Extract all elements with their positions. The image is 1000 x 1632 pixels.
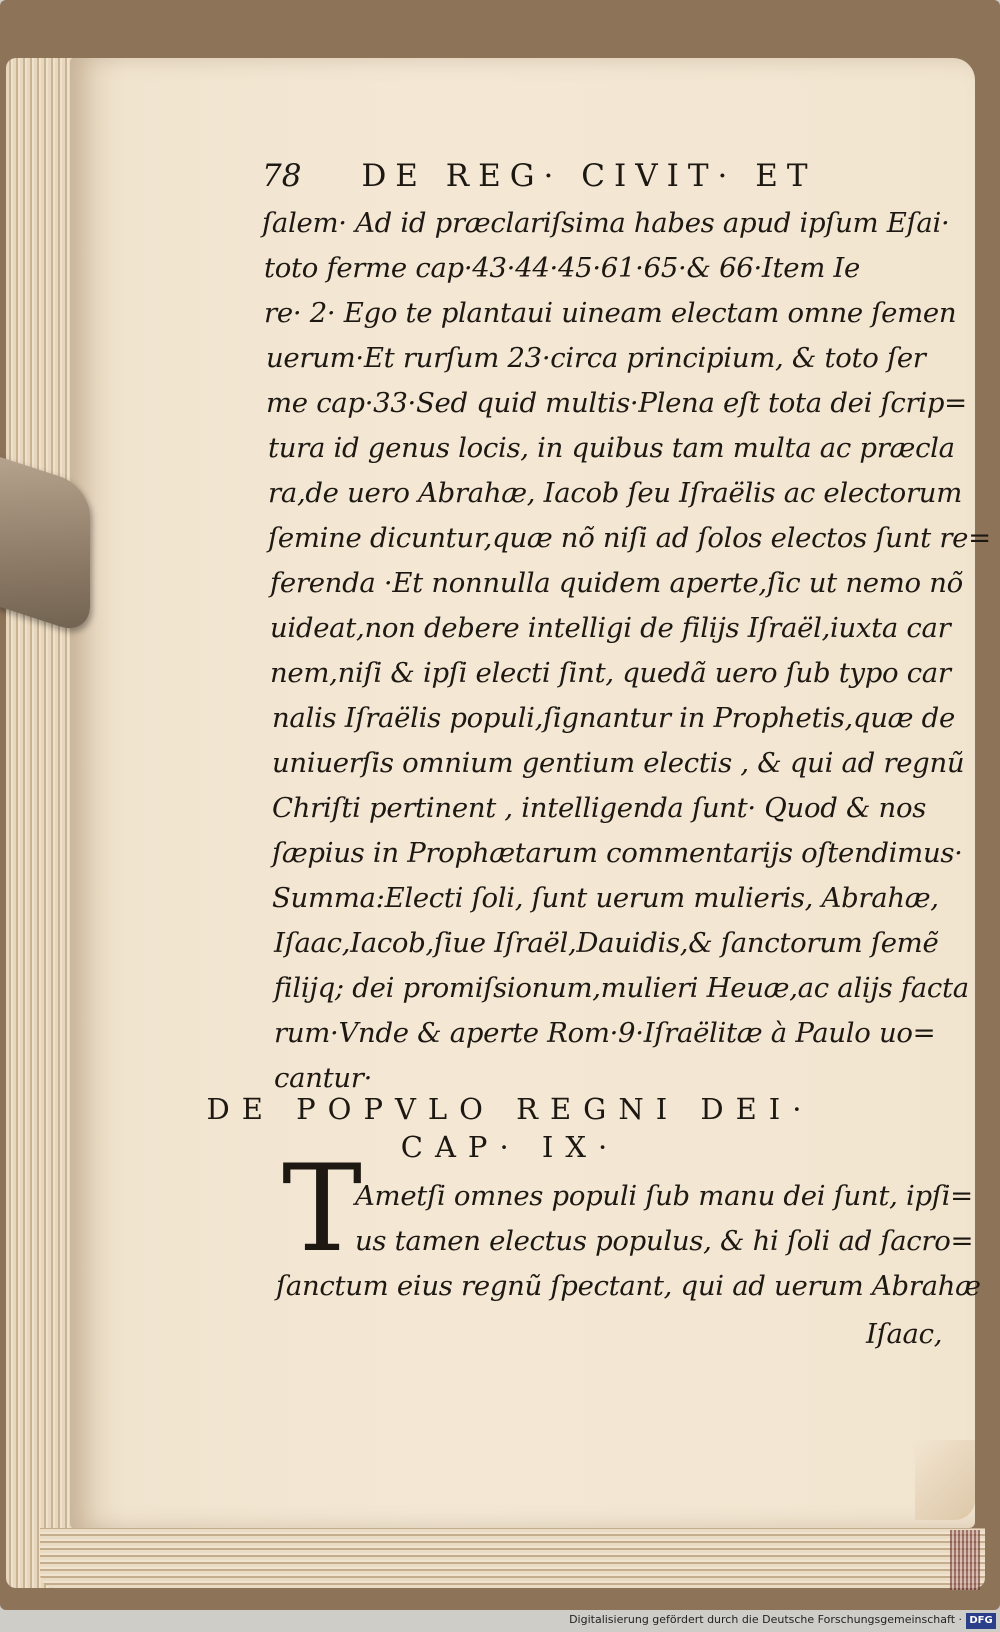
chapter-title: DE POPVLO REGNI DEI· bbox=[206, 1092, 814, 1126]
text-line: ferenda ·Et nonnulla quidem aperte,ſic ut nemo nõ bbox=[270, 567, 963, 599]
text-line: Chriſti pertinent , intelligenda ſunt· Quod & nos bbox=[272, 792, 927, 824]
text-line: nem,niſi & ipſi electi ſint, quedã uero ſub typo car bbox=[270, 657, 951, 689]
text-line: nalis Iſraëlis populi,ſignantur in Prophetis,quæ de bbox=[272, 702, 955, 734]
text-line: Iſaac,Iacob,ſiue Iſraël,Dauidis,& ſanctorum ſemẽ bbox=[274, 927, 939, 959]
text-line: ſanctum eius regnũ ſpectant, qui ad uerum Abrahæ bbox=[276, 1270, 981, 1302]
running-header bbox=[262, 158, 882, 194]
edge-stain bbox=[950, 1530, 980, 1590]
text-line: Ametſi omnes populi ſub manu dei ſunt, ipſi= bbox=[355, 1180, 973, 1212]
catchword: Iſaac, bbox=[866, 1318, 943, 1350]
drop-capital: T bbox=[282, 1140, 363, 1279]
text-line: ſæpius in Prophætarum commentarijs oſtendimus· bbox=[272, 837, 963, 869]
text-line: filijq; dei promiſsionum,mulieri Heuæ,ac alijs facta bbox=[274, 972, 969, 1004]
text-line: ſemine dicuntur,quæ nõ niſi ad ſolos electos ſunt re= bbox=[268, 522, 991, 554]
text-line: uniuerſis omnium gentium electis , & qui ad regnũ bbox=[272, 747, 965, 779]
text-line: ra,de uero Abrahæ, Iacob ſeu Iſraëlis ac electorum bbox=[268, 477, 962, 509]
dfg-logo: DFG bbox=[966, 1613, 996, 1629]
text-line: uerum·Et rurſum 23·circa principium, & toto ſer bbox=[266, 342, 926, 374]
chapter-number: CAP· IX· bbox=[400, 1130, 620, 1164]
digitization-credit: Digitalisierung gefördert durch die Deutsche Forschungsgemeinschaft · bbox=[569, 1613, 962, 1626]
page-number: 78 bbox=[262, 158, 302, 194]
text-line: us tamen electus populus, & hi ſoli ad ſacro= bbox=[355, 1225, 974, 1257]
text-line: rum·Vnde & aperte Rom·9·Iſraëlitæ à Paulo uo= bbox=[274, 1017, 936, 1049]
text-line: tura id genus locis, in quibus tam multa ac præcla bbox=[268, 432, 955, 464]
page-corner bbox=[915, 1440, 975, 1520]
text-line: uideat,non debere intelligi de filijs Iſraël,iuxta car bbox=[270, 612, 951, 644]
text-line: ſalem· Ad id præclariſsima habes apud ipſum Eſai· bbox=[262, 207, 950, 239]
running-title: DE REG· CIVIT· ET bbox=[361, 158, 817, 194]
text-line: me cap·33·Sed quid multis·Plena eſt tota dei ſcrip= bbox=[266, 387, 967, 419]
bottom-page-edges bbox=[40, 1528, 985, 1588]
text-line: cantur· bbox=[274, 1062, 373, 1094]
text-line: Summa:Electi ſoli, ſunt uerum mulieris, Abrahæ, bbox=[272, 882, 939, 914]
text-line: toto ferme cap·43·44·45·61·65·& 66·Item Ie bbox=[264, 252, 860, 284]
text-line: re· 2· Ego te plantaui uineam electam omne ſemen bbox=[264, 297, 957, 329]
